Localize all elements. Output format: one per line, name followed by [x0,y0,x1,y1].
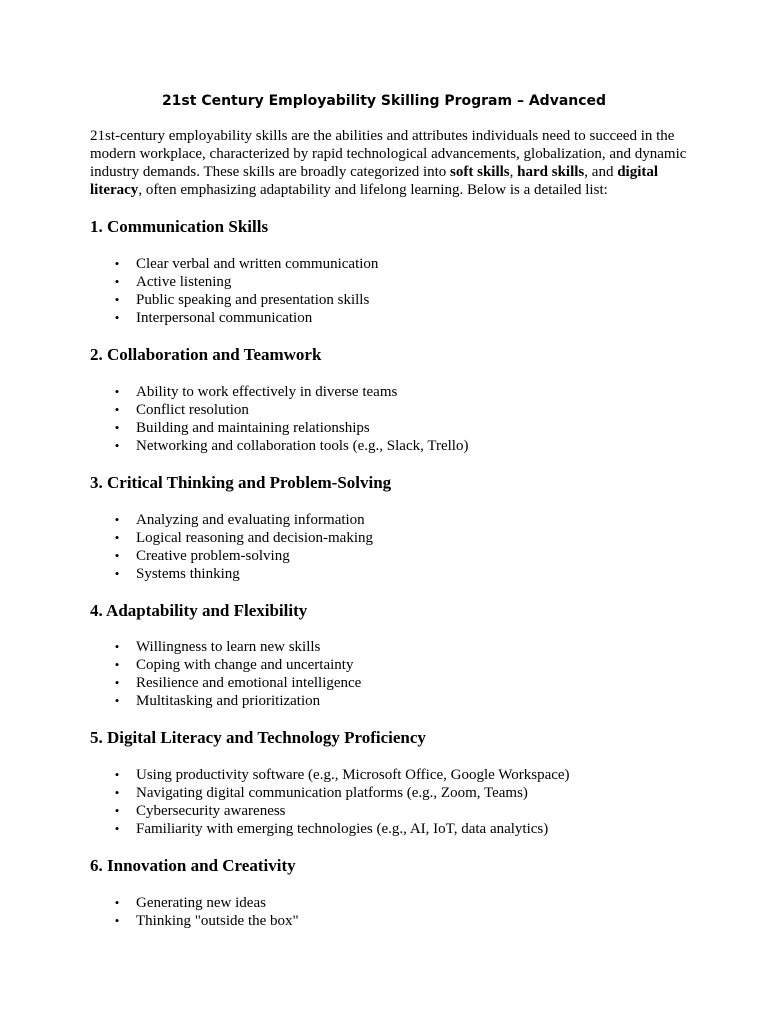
intro-text-end: , often emphasizing adaptability and lifelong learning. Below is a detailed list: [138,182,608,198]
bullet-icon: • [114,274,120,289]
bullet-icon: • [114,566,120,581]
list-item [90,565,690,583]
bullet-icon: • [114,913,120,928]
list-item [90,656,690,674]
bullet-icon: • [114,675,120,690]
section-heading-communication: 1. Communication Skills [90,217,269,236]
intro-separator: , [509,164,518,180]
list-item-text: Active listening [136,274,232,290]
list-item-text: Multitasking and prioritization [136,693,321,709]
list-item [90,547,690,565]
list-item-text: Public speaking and presentation skills [136,292,370,308]
list-item-text: Familiarity with emerging technologies (e.g., AI, IoT, data analytics) [136,821,549,837]
section-heading-innovation: 6. Innovation and Creativity [90,856,296,875]
list-item-text: Analyzing and evaluating information [136,512,365,528]
list-item-text: Building and maintaining relationships [136,420,370,436]
list-item [90,273,690,291]
bullet-icon: • [114,639,120,654]
list-item-text: Networking and collaboration tools (e.g., Slack, Trello) [136,438,469,454]
list-item-text: Using productivity software (e.g., Microsoft Office, Google Workspace) [136,767,570,783]
bullet-icon: • [114,548,120,563]
list-item [90,437,690,455]
bullet-icon: • [114,530,120,545]
list-item-text: Systems thinking [136,566,240,582]
list-item [90,291,690,309]
list-item [90,674,690,692]
intro-bold-soft-skills: soft skills [450,164,510,180]
bullet-icon: • [114,310,120,325]
list-item [90,638,690,656]
list-item-text: Interpersonal communication [136,310,313,326]
list-item-text: Willingness to learn new skills [136,639,321,655]
bullet-icon: • [114,767,120,782]
section-heading-adaptability: 4. Adaptability and Flexibility [90,601,308,620]
list-item [90,309,690,327]
bullet-icon: • [114,803,120,818]
list-item [90,692,690,710]
section-heading-digital-literacy: 5. Digital Literacy and Technology Proficiency [90,728,426,747]
list-item-text: Creative problem-solving [136,548,290,564]
bullet-icon: • [114,420,120,435]
bullet-list-collaboration [90,383,690,455]
list-item [90,784,690,802]
bullet-icon: • [114,438,120,453]
list-item [90,894,690,912]
intro-bold-digital-literacy: digital literacy [90,164,659,198]
bullet-list-communication [90,255,690,327]
bullet-icon: • [114,693,120,708]
bullet-icon: • [114,657,120,672]
section-heading-collaboration: 2. Collaboration and Teamwork [90,345,322,364]
list-item [90,820,690,838]
list-item [90,802,690,820]
bullet-icon: • [114,292,120,307]
list-item [90,383,690,401]
list-item [90,401,690,419]
list-item [90,529,690,547]
bullet-icon: • [114,785,120,800]
bullet-icon: • [114,895,120,910]
list-item-text: Clear verbal and written communication [136,256,379,272]
list-item-text: Generating new ideas [136,895,266,911]
bullet-icon: • [114,256,120,271]
list-item [90,912,690,930]
list-item-text: Ability to work effectively in diverse teams [136,384,398,400]
section-heading-critical-thinking: 3. Critical Thinking and Problem-Solving [90,473,392,492]
bullet-list-innovation [90,894,690,930]
bullet-icon: • [114,512,120,527]
list-item [90,766,690,784]
list-item-text: Thinking "outside the box" [136,913,299,929]
list-item [90,419,690,437]
list-item-text: Logical reasoning and decision-making [136,530,374,546]
bullet-list-adaptability [90,638,690,710]
intro-paragraph [90,127,690,199]
intro-separator: , and [584,164,618,180]
list-item [90,511,690,529]
bullet-list-critical-thinking [90,511,690,583]
bullet-icon: • [114,821,120,836]
list-item-text: Cybersecurity awareness [136,803,286,819]
intro-text: 21st-century employability skills are the abilities and attributes individuals need to succeed in the modern workplace, characterized by rapid technological advancements, globalization, and dynamic industry demands. These skills are broadly categorized into [90,128,687,180]
intro-bold-hard-skills: hard skills [517,164,585,180]
list-item [90,255,690,273]
document-title: 21st Century Employability Skilling Program – Advanced [161,93,607,109]
list-item-text: Conflict resolution [136,402,249,418]
list-item-text: Coping with change and uncertainty [136,657,354,673]
list-item-text: Resilience and emotional intelligence [136,675,362,691]
bullet-icon: • [114,384,120,399]
bullet-icon: • [114,402,120,417]
list-item-text: Navigating digital communication platforms (e.g., Zoom, Teams) [136,785,528,801]
bullet-list-digital-literacy [90,766,690,838]
